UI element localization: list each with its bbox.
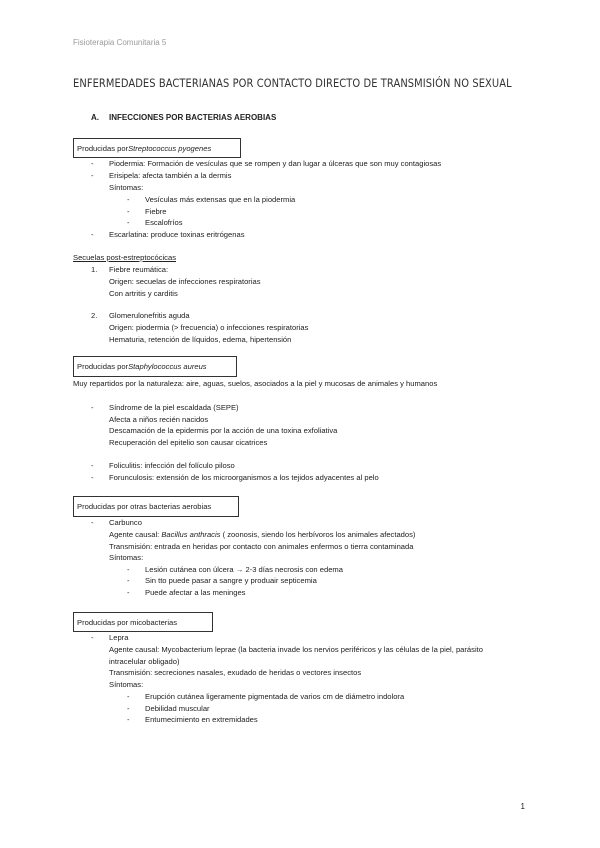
organism-name: Streptococcus pyogenes: [128, 143, 212, 153]
bullet-dash: -: [91, 159, 94, 168]
organism-name: Staphylococcus aureus: [128, 362, 207, 371]
box-staphylococcus: [73, 356, 237, 377]
bullet-dash: -: [91, 461, 94, 470]
carbunco-name: Carbunco: [109, 518, 142, 527]
fiebre-text: Fiebre reumática:: [109, 265, 169, 274]
bullet-dash: -: [91, 518, 94, 527]
sub-bullet-dash: -: [127, 576, 130, 585]
lepra-name: Lepra: [109, 633, 129, 642]
page-header: Fisioterapia Comunitaria 5: [73, 38, 167, 47]
secuelas-heading: Secuelas post-estreptocócicas: [73, 253, 176, 262]
box-otras-bacterias: [73, 496, 239, 517]
sub-bullet-dash: -: [127, 195, 130, 204]
box-prefix: Producidas por: [77, 143, 129, 153]
sub-bullet-dash: -: [127, 715, 130, 724]
afecta-text: Afecta a niños recién nacidos: [109, 415, 209, 424]
agente-prefix: Agente causal:: [109, 530, 162, 539]
transmision-text: Transmisión: secreciones nasales, exudado de heridas o vectores insectos: [109, 668, 362, 677]
symptom-item: Escalofríos: [145, 218, 183, 227]
sub-bullet-dash: -: [127, 704, 130, 713]
section-letter: A.: [91, 113, 99, 122]
sub-bullet-dash: -: [127, 207, 130, 216]
descamacion-text: Descamación de la epidermis por la acción de una toxina exfoliativa: [109, 426, 338, 435]
symptom-item: Erupción cutánea ligeramente pigmentada de varios cm de diámetro indolora: [145, 692, 405, 701]
sub-bullet-dash: -: [127, 588, 130, 597]
section-heading: INFECCIONES POR BACTERIAS AEROBIAS: [109, 113, 277, 122]
box-micobacterias: [73, 612, 213, 632]
box-label: Producidas por micobacterias: [77, 617, 178, 627]
symptom-item: Fiebre: [145, 207, 167, 216]
artritis-text: Con artritis y carditis: [109, 289, 178, 298]
sepe-text: Síndrome de la piel escaldada (SEPE): [109, 403, 239, 412]
escarlatina-text: Escarlatina: produce toxinas eritrógenas: [109, 230, 245, 239]
hematuria-text: Hematuria, retención de líquidos, edema, hipertensión: [109, 335, 292, 344]
recuperacion-text: Recuperación del epitelio son causar cicatrices: [109, 438, 268, 447]
sub-bullet-dash: -: [127, 692, 130, 701]
box-label: Producidas por otras bacterias aerobias: [77, 502, 212, 511]
bullet-dash: -: [91, 633, 94, 642]
staph-intro: Muy repartidos por la naturaleza: aire, aguas, suelos, asociados a la piel y mucosas de animales y humanos: [73, 379, 438, 388]
list-number: 1.: [91, 265, 98, 274]
sub-bullet-dash: -: [127, 565, 130, 574]
symptom-item: Entumecimiento en extremidades: [145, 715, 258, 724]
organism-name: Bacillus anthracis: [161, 530, 221, 539]
box-prefix: Producidas por: [77, 362, 129, 371]
symptom-item: Debilidad muscular: [145, 704, 210, 713]
origen-text: Origen: secuelas de infecciones respiratorias: [109, 277, 261, 286]
list-number: 2.: [91, 311, 98, 320]
symptom-item: Puede afectar a las meninges: [145, 588, 246, 597]
origen-text: Origen: piodermia (> frecuencia) o infecciones respiratorias: [109, 323, 309, 332]
sintomas-label: Síntomas:: [109, 183, 144, 192]
foliculitis-text: Foliculitis: infección del folículo piloso: [109, 461, 235, 470]
agente-causal-cont: intracelular obligado): [109, 657, 180, 666]
piodermia-text: Piodermia: Formación de vesículas que se rompen y dan lugar a úlceras que son muy contagiosas: [109, 159, 442, 168]
erisipela-text: Erisipela: afecta también a la dermis: [109, 171, 232, 180]
symptom-item: Vesículas más extensas que en la piodermia: [145, 195, 296, 204]
agente-rest: ( zoonosis, siendo los herbívoros los animales afectados): [220, 530, 416, 539]
sintomas-label: Síntomas:: [109, 680, 144, 689]
bullet-dash: -: [91, 171, 94, 180]
page-number: 1: [520, 802, 525, 811]
box-streptococcus: [73, 138, 241, 158]
bullet-dash: -: [91, 403, 94, 412]
bullet-dash: -: [91, 473, 94, 482]
sub-bullet-dash: -: [127, 218, 130, 227]
agente-causal-line: Agente causal: Mycobacterium leprae (la bacteria invade los nervios periféricos y las células de la piel, parásito: [109, 645, 483, 654]
glomerulo-text: Glomerulonefritis aguda: [109, 311, 190, 320]
symptom-item: Sin tto puede pasar a sangre y produair septicemia: [145, 576, 317, 585]
transmision-text: Transmisión: entrada en heridas por contacto con animales enfermos o tierra contaminada: [109, 542, 414, 551]
forunculosis-text: Forunculosis: extensión de los microorganismos a los tejidos adyacentes al pelo: [109, 473, 379, 482]
document-title: ENFERMEDADES BACTERIANAS POR CONTACTO DIRECTO DE TRANSMISIÓN NO SEXUAL: [73, 76, 512, 90]
sintomas-label: Síntomas:: [109, 553, 144, 562]
agente-causal-line: [109, 530, 415, 540]
symptom-item: Lesión cutánea con úlcera → 2-3 días necrosis con edema: [145, 565, 343, 574]
bullet-dash: -: [91, 230, 94, 239]
